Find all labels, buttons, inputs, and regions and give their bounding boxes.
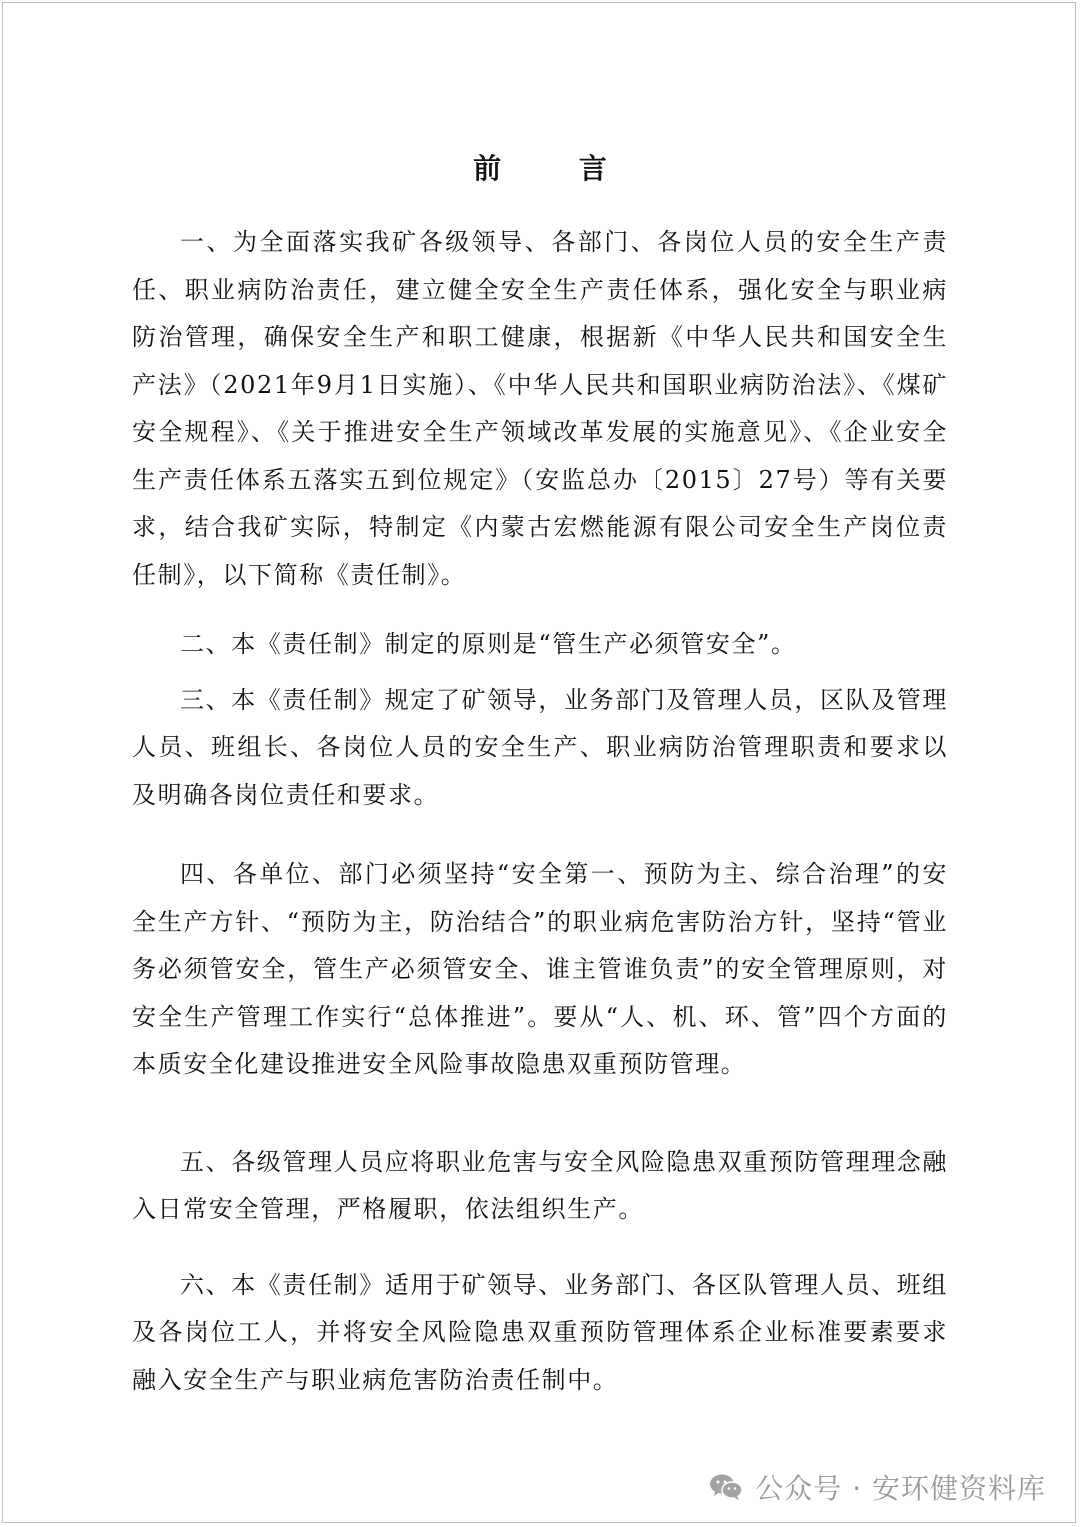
document-body — [132, 145, 948, 1404]
paragraph-6: 六、本《责任制》适用于矿领导、业务部门、各区队管理人员、班组及各岗位工人，并将安全风险隐患双重预防管理体系企业标准要素要求融入安全生产与职业病危害防治责任制中。 — [132, 1270, 948, 1394]
paragraph-5: 五、各级管理人员应将职业危害与安全风险隐患双重预防管理理念融入日常安全管理，严格履职，依法组织生产。 — [132, 1147, 948, 1223]
paragraph-4: 四、各单位、部门必须坚持“安全第一、预防为主、综合治理”的安全生产方针、“预防为主，防治结合”的职业病危害防治方针，坚持“管业务必须管安全，管生产必须管安全、谁主管谁负责”的安全管理原则，对安全生产管理工作实行“总体推进”。要从“人、机、环、管”四个方面的本质安全化建设推进安全风险事故隐患双重预防管理。 — [132, 860, 948, 1078]
paragraph-1: 一、为全面落实我矿各级领导、各部门、各岗位人员的安全生产责任、职业病防治责任，建立健全安全生产责任体系，强化安全与职业病防治管理，确保安全生产和职工健康，根据新《中华人民共和国安全生产法》（2021年9月1日实施）、《中华人民共和国职业病防治法》、《煤矿安全规程》、《关于推进安全生产领域改革发展的实施意见》、《企业安全生产责任体系五落实五到位规定》（安监总办〔2015〕27号）等有关要求，结合我矿实际，特制定《内蒙古宏燃能源有限公司安全生产岗位责任制》，以下简称《责任制》。 — [132, 228, 948, 589]
page-title: 前 言 — [473, 152, 641, 185]
paragraph-3: 三、本《责任制》规定了矿领导，业务部门及管理人员，区队及管理人员、班组长、各岗位人员的安全生产、职业病防治管理职责和要求以及明确各岗位责任和要求。 — [132, 685, 948, 809]
watermark-text: 公众号 · 安环健资料库 — [755, 1472, 1046, 1505]
paragraph-2: 二、本《责任制》制定的原则是“管生产必须管安全”。 — [180, 630, 797, 658]
wechat-icon — [709, 1473, 743, 1501]
watermark — [709, 1467, 1046, 1507]
